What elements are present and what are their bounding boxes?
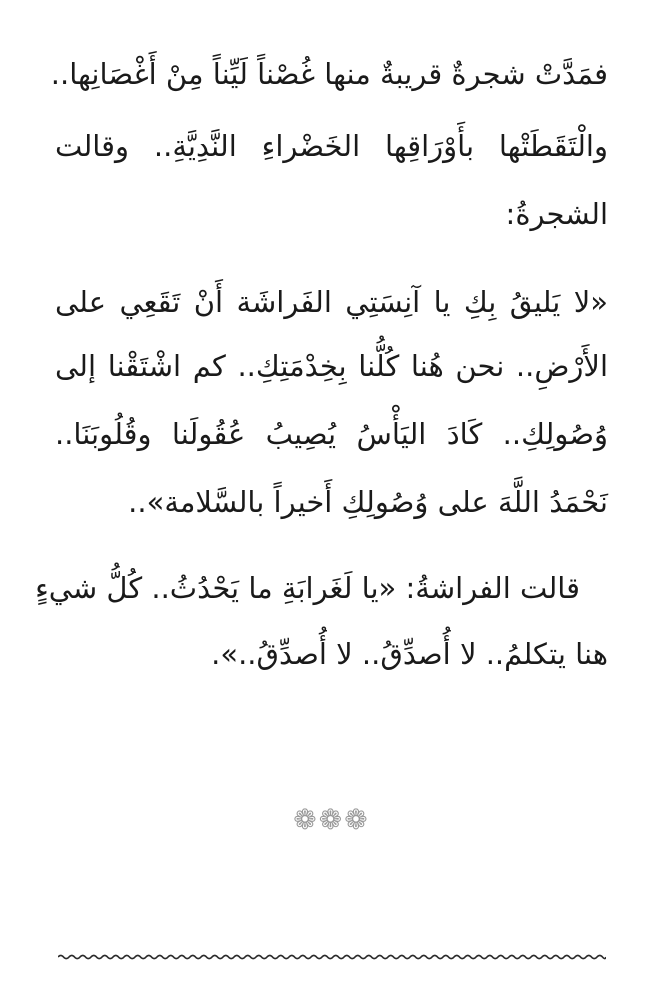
paragraph-2-line-3: وُصُولِكِ.. كَادَ اليَأْسُ يُصِيبُ عُقُولَنا وقُلُوبَنَا.. [55,417,608,451]
paragraph-2-line-4: نَحْمَدُ اللَّهَ على وُصُولِكِ أَخيراً بالسَّلامة».. [128,485,608,519]
paragraph-1-line-3: الشجرةُ: [505,197,608,231]
paragraph-2-line-1: «لا يَليقُ بِكِ يا آنِسَتِي الفَراشَة أَنْ تَقَعِي على [55,285,608,319]
paragraph-1-line-1: فمَدَّتْ شجرةٌ قريبةٌ منها غُصْناً لَيِّناً مِنْ أَغْصَانِها.. [50,57,608,91]
paragraph-3-line-2: هنا يتكلمُ.. لا أُصدِّقُ.. لا أُصدِّقُ..». [211,637,608,671]
section-separator-stars: ❁❁❁ [293,803,370,836]
paragraph-1-line-2: والْتَقَطَتْها بأَوْرَاقِها الخَضْراءِ النَّدِيَّةِ.. وقالت [55,129,608,163]
page-text [35,0,608,1000]
paragraph-3-line-1: قالت الفراشةُ: «يا لَغَرابَةِ ما يَحْدُثُ.. كُلُّ شيءٍ [35,571,580,605]
wavy-divider-line [58,950,606,964]
paragraph-2-line-2: الأَرْضِ.. نحن هُنا كُلُّنا بِخِدْمَتِكِ.. كم اشْتَقْنا إلى [55,349,608,383]
